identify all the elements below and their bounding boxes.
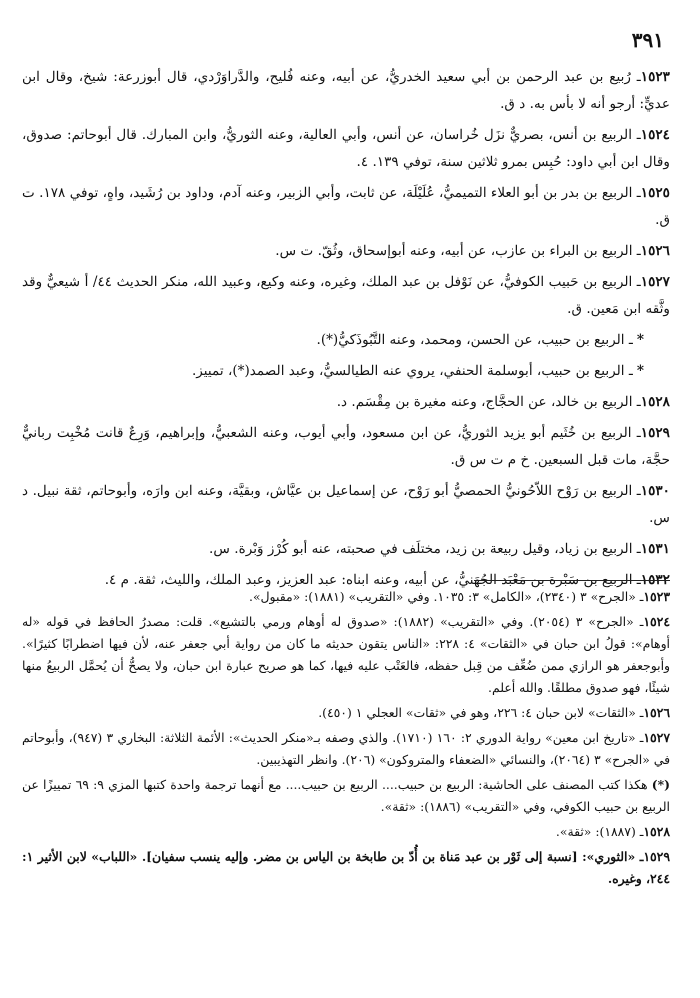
asterisk-icon: *: [636, 332, 644, 348]
entry-1529: [22, 420, 670, 474]
entry-1531: [22, 536, 670, 563]
footnote-1526: [22, 702, 670, 724]
entry-text: ـ الربيع بن حبيب، عن الحسن، ومحمد، وعنه التَّبُوذَكيُّ(*).: [316, 332, 633, 348]
entry-text: ـ الربيع بن حَبيب الكوفيُّ، عن نَوْفل بن عبد الملك، وغيره، وعنه وكيع، وعبيد الله، منكر الحديث ٤٤/ أ شيعيٌّ وقد وثَّقه ابن مَعين. ق.: [22, 274, 670, 317]
asterisk-icon: *: [636, 363, 644, 379]
entry-1524: [22, 122, 670, 176]
footnote-text: ـ «الجرح» ٣ (٢٠٥٤). وفي «التقريب» (١٨٨٢): «صدوق له أوهام ورمي بالتشيع». قلت: مصدرُ الحافظ في قوله «له أوهام»: قولُ ابن حبان في «الثقات» ٤: ٢٢٨: «الناس يتقون حديثه ما كان من رواية أبي جعفر عنه، لأن فيها اضطرابًا كثيرًا». وأبوجعفر هو الرازي ممن ضُعِّف من قِبل حفظه، فالعَتْب عليه فيها، كما هو صريح عبارة ابن حبان، ولا يصحُّ أن يُحمَّل الربيعُ منها شيئًا، فهو صدوق مطلقًا. والله أعلم.: [22, 614, 670, 695]
entry-number: ١٥٣٠: [640, 483, 670, 499]
entry-number: ١٥٢٣: [640, 69, 670, 85]
entry-text: ـ الربيع بن خُثَيم أبو يزيد الثوريُّ، عن ابن مسعود، وأبي أيوب، وعنه الشعبيُّ، وإبراهيم، وَرِعٌ قانت مُخْبِت ربانيٌّ حجَّة، مات قبل السبعين. خ م ت س ق.: [22, 425, 670, 468]
footnote-1528: [22, 821, 670, 843]
footnote-text: ـ «تاريخ ابن معين» رواية الدوري ٢: ١٦٠ (١٧١٠). والذي وصفه بـ«منكر الحديث»: الأئمة الثلاثة: البخاري ٣ (٩٤٧)، وأبوحاتم في «الجرح» ٣ (٢٠٦٤)، والنسائي «الضعفاء والمتروكون» (٢٠٦). وانظر التهذيبين.: [22, 730, 670, 767]
footnote-divider: [474, 580, 670, 581]
page-number: ٣٩١: [631, 28, 664, 52]
footnote-number: ١٥٢٣: [643, 589, 670, 604]
footnote-text: ـ «الجرح» ٣ (٢٣٤٠)، «الكامل» ٣: ١٠٣٥. وفي «التقريب» (١٨٨١): «مقبول».: [249, 589, 644, 604]
entry-number: ١٥٢٦: [640, 243, 670, 259]
entry-number: ١٥٢٨: [640, 394, 670, 410]
footnote-text: ـ «الثوري»: [نسبة إلى ثَوْر بن عبد مَناة بن أُدّ بن طابخة بن الياس بن مضر. وإليه ينسب سفيان]. «اللباب» لابن الأثير ١: ٢٤٤، وغيره.: [22, 849, 670, 886]
entry-1530: [22, 478, 670, 532]
sub-entry-1: [22, 327, 644, 354]
footnote-1529: [22, 846, 670, 890]
footnote-number: ١٥٢٤: [643, 614, 670, 629]
footnote-text: هكذا كتب المصنف على الحاشية: الربيع بن حبيب.... الربيع بن حبيب.... مع أنهما ترجمة واحدة كتبها المزي ٩: ٦٩ تمييزًا عن الربيع بن حبيب الكوفي، وفي «التقريب» (١٨٨٦): «ثقة».: [22, 777, 670, 814]
entry-text: ـ الربيع بن بدر بن أبو العلاء التميميُّ، عُلَيْلَة، عن ثابت، وأبي الزبير، وعنه آدم، وداود بن رُشَيد، واهٍ، توفي ١٧٨. ت ق.: [22, 185, 670, 228]
entry-text: ـ الربيع بن زياد، وقيل ربيعة بن زيد، مختلَف في صحبته، عنه أبو كُرْز وَبْرة. س.: [209, 541, 641, 557]
entry-1525: [22, 180, 670, 234]
entry-1526: [22, 238, 670, 265]
footnote-number: ١٥٢٧: [643, 730, 670, 745]
entry-1528: [22, 389, 670, 416]
entry-text: ـ الربيع بن خالد، عن الحجَّاج، وعنه مغيرة بن مِقْسَم. د.: [336, 394, 641, 410]
entry-number: ١٥٢٥: [640, 185, 670, 201]
entry-number: ١٥٢٩: [640, 425, 670, 441]
footnote-text: ـ (١٨٨٧): «ثقة».: [555, 824, 644, 839]
entry-1523: [22, 64, 670, 118]
footnote-1524: [22, 611, 670, 699]
entry-number: ١٥٢٧: [640, 274, 670, 290]
footnotes: [22, 586, 670, 893]
sub-entry-2: [22, 358, 644, 385]
footnote-text: ـ «الثقات» لابن حبان ٤: ٢٢٦، وهو في «ثقات» العجلي ١ (٤٥٠).: [318, 705, 644, 720]
entry-number: ١٥٣٢: [640, 572, 670, 588]
entry-text: ـ الربيع بن سَبْرة بن مَعْبَد الجُهَنيُّ، عن أبيه، وعنه ابناه: عبد العزيز، وعبد الملك، والليث، ثقة. م ٤.: [104, 572, 641, 588]
entry-number: ١٥٢٤: [640, 127, 670, 143]
footnote-asterisk: [22, 774, 670, 818]
footnote-number: ١٥٢٨: [643, 824, 670, 839]
entry-1527: [22, 269, 670, 323]
main-text: [22, 64, 670, 598]
entry-text: ـ رُبيع بن عبد الرحمن بن أبي سعيد الخدريُّ، عن أبيه، وعنه فُليح، والدَّراوَرْدي، قال أبوزرعة: شيخ، وقال ابن عديٍّ: أرجو أنه لا بأس به. د ق.: [22, 69, 670, 112]
entry-text: ـ الربيع بن حبيب، أبوسلمة الحنفي، يروي عنه الطيالسيُّ، وعبد الصمد(*)، تمييز.: [191, 363, 633, 379]
entry-text: ـ الربيع بن البراء بن عازب، عن أبيه، وعنه أبوإسحاق، وثُقّ. ت س.: [275, 243, 641, 259]
entry-text: ـ الربيع بن أنس، بصريٌّ نزَل خُراسان، عن أنس، وأبي العالية، وعنه الثوريُّ، وابن المبارك. قال أبوحاتم: صدوق، وقال ابن أبي داود: حُبِس بمرو ثلاثين سنة، توفي ١٣٩. ٤.: [22, 127, 670, 170]
footnote-1523: [22, 586, 670, 608]
entry-number: ١٥٣١: [640, 541, 670, 557]
footnote-number: ١٥٢٦: [643, 705, 670, 720]
footnote-number: ١٥٢٩: [643, 849, 670, 864]
footnote-1527: [22, 727, 670, 771]
entry-text: ـ الربيع بن رَوْح اللاّحُونيُّ الحمصيُّ أبو رَوْح، عن إسماعيل بن عيَّاش، وبقيَّة، وعنه ابن وارَه، وأبوحاتم، ثقة نبيل. د س.: [22, 483, 670, 526]
footnote-number: (*): [651, 777, 670, 792]
